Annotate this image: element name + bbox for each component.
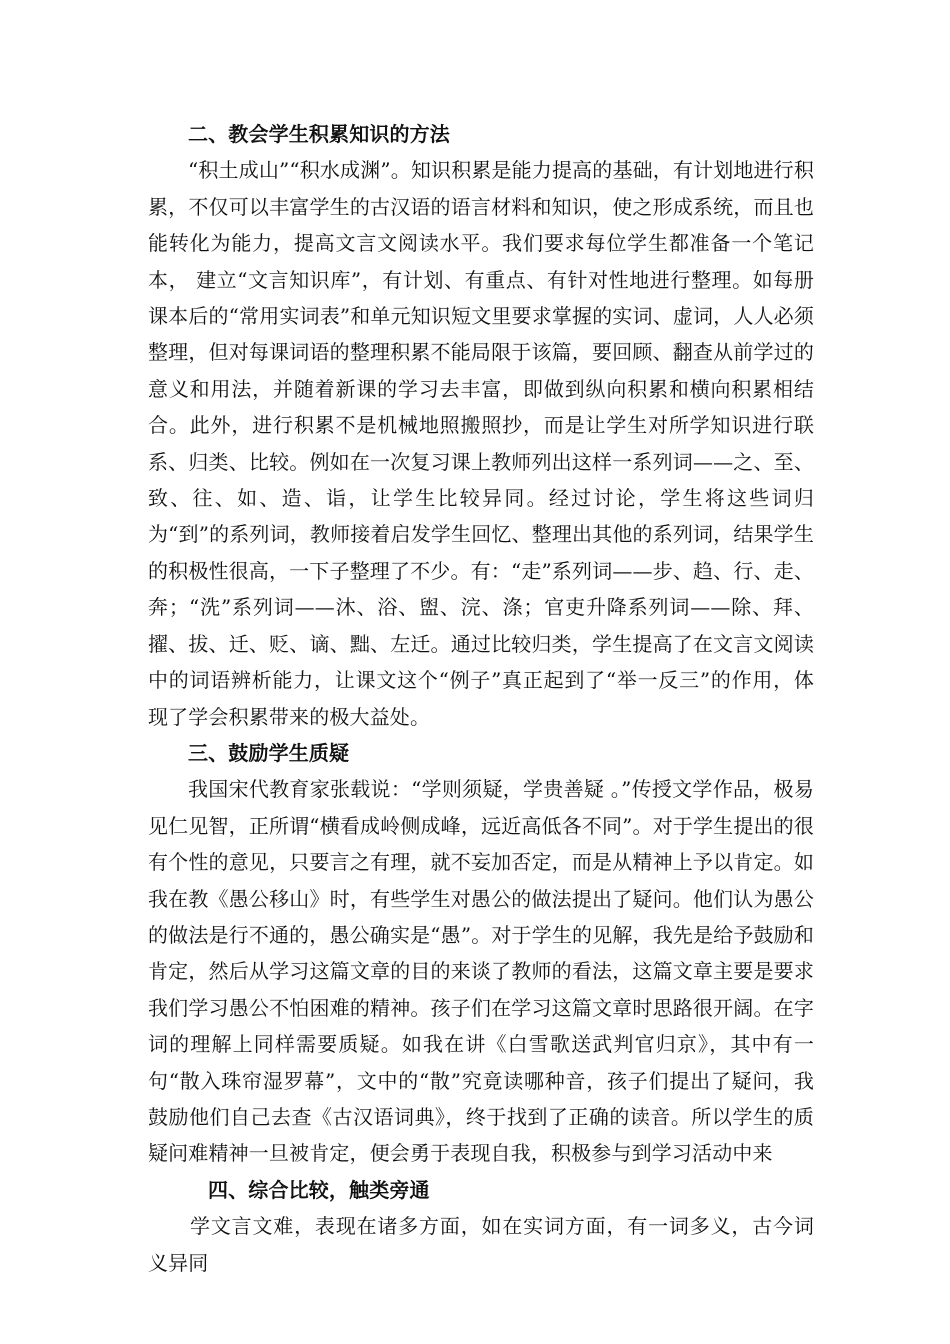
- section-heading-accumulate-knowledge: 二、教会学生积累知识的方法: [188, 122, 450, 146]
- section-paragraph-encourage-questioning: 我国宋代教育家张载说：“学则须疑，学贵善疑 。”传授文学作品，极易见仁见智，正所谓“横看成岭侧成峰，远近高低各不同”。对于学生提出的很有个性的意见，只要言之有理，就不妄加否定，而是从精神上予以肯定。如我在教《愚公移山》时，有些学生对愚公的做法提出了疑问。他们认为愚公的做法是行不通的，愚公确实是“愚”。对于学生的见解，我先是给予鼓励和肯定，然后从学习这篇文章的目的来谈了教师的看法，这篇文章主要是要求我们学习愚公不怕困难的精神。孩子们在学习这篇文章时思路很开阔。在字词的理解上同样需要质疑。如我在讲《白雪歌送武判官归京》，其中有一句“散入珠帘湿罗幕”，文中的“散”究竟读哪种音，孩子们提出了疑问，我鼓励他们自己去查《古汉语词典》，终于找到了正确的读音。所以学生的质疑问难精神一旦被肯定，便会勇于表现自我，积极参与到学习活动中来: [148, 777, 814, 1166]
- section-heading-encourage-questioning: 三、鼓励学生质疑: [188, 740, 350, 765]
- section-paragraph-accumulate-knowledge: “积土成山”“积水成渊”。知识积累是能力提高的基础，有计划地进行积累，不仅可以丰富学生的古汉语的语言材料和知识，使之形成系统，而且也能转化为能力，提高文言文阅读水平。我们要求每位学生都准备一个笔记本， 建立“文言知识库”，有计划、有重点、有针对性地进行整理。如每册课本后的“常用实词表”和单元知识短文里要求掌握的实词、虚词，人人必须整理，但对每课词语的整理积累不能局限于该篇，要回顾、翻查从前学过的意义和用法，并随着新课的学习去丰富，即做到纵向积累和横向积累相结合。此外，进行积累不是机械地照搬照抄，而是让学生对所学知识进行联系、归类、比较。例如在一次复习课上教师列出这样一系列词——之、至、致、往、如、造、诣，让学生比较异同。经过讨论，学生将这些词归为“到”的系列词，教师接着启发学生回忆、整理出其他的系列词，结果学生的积极性很高，一下子整理了不少。有：“走”系列词——步、趋、行、走、奔；“洗”系列词——沐、浴、盥、浣、涤；官吏升降系列词——除、拜、擢、拔、迁、贬、谪、黜、左迁。通过比较归类，学生提高了在文言文阅读中的词语辨析能力，让课文这个“例子”真正起到了“举一反三”的作用，体现了学会积累带来的极大益处。: [148, 158, 814, 729]
- section-heading-comprehensive-comparison: 四、综合比较，触类旁通: [208, 1177, 430, 1202]
- section-paragraph-comprehensive-comparison: 学文言文难，表现在诸多方面，如在实词方面，有一词多义，古今词义异同: [148, 1214, 814, 1275]
- document-body: [148, 116, 814, 1281]
